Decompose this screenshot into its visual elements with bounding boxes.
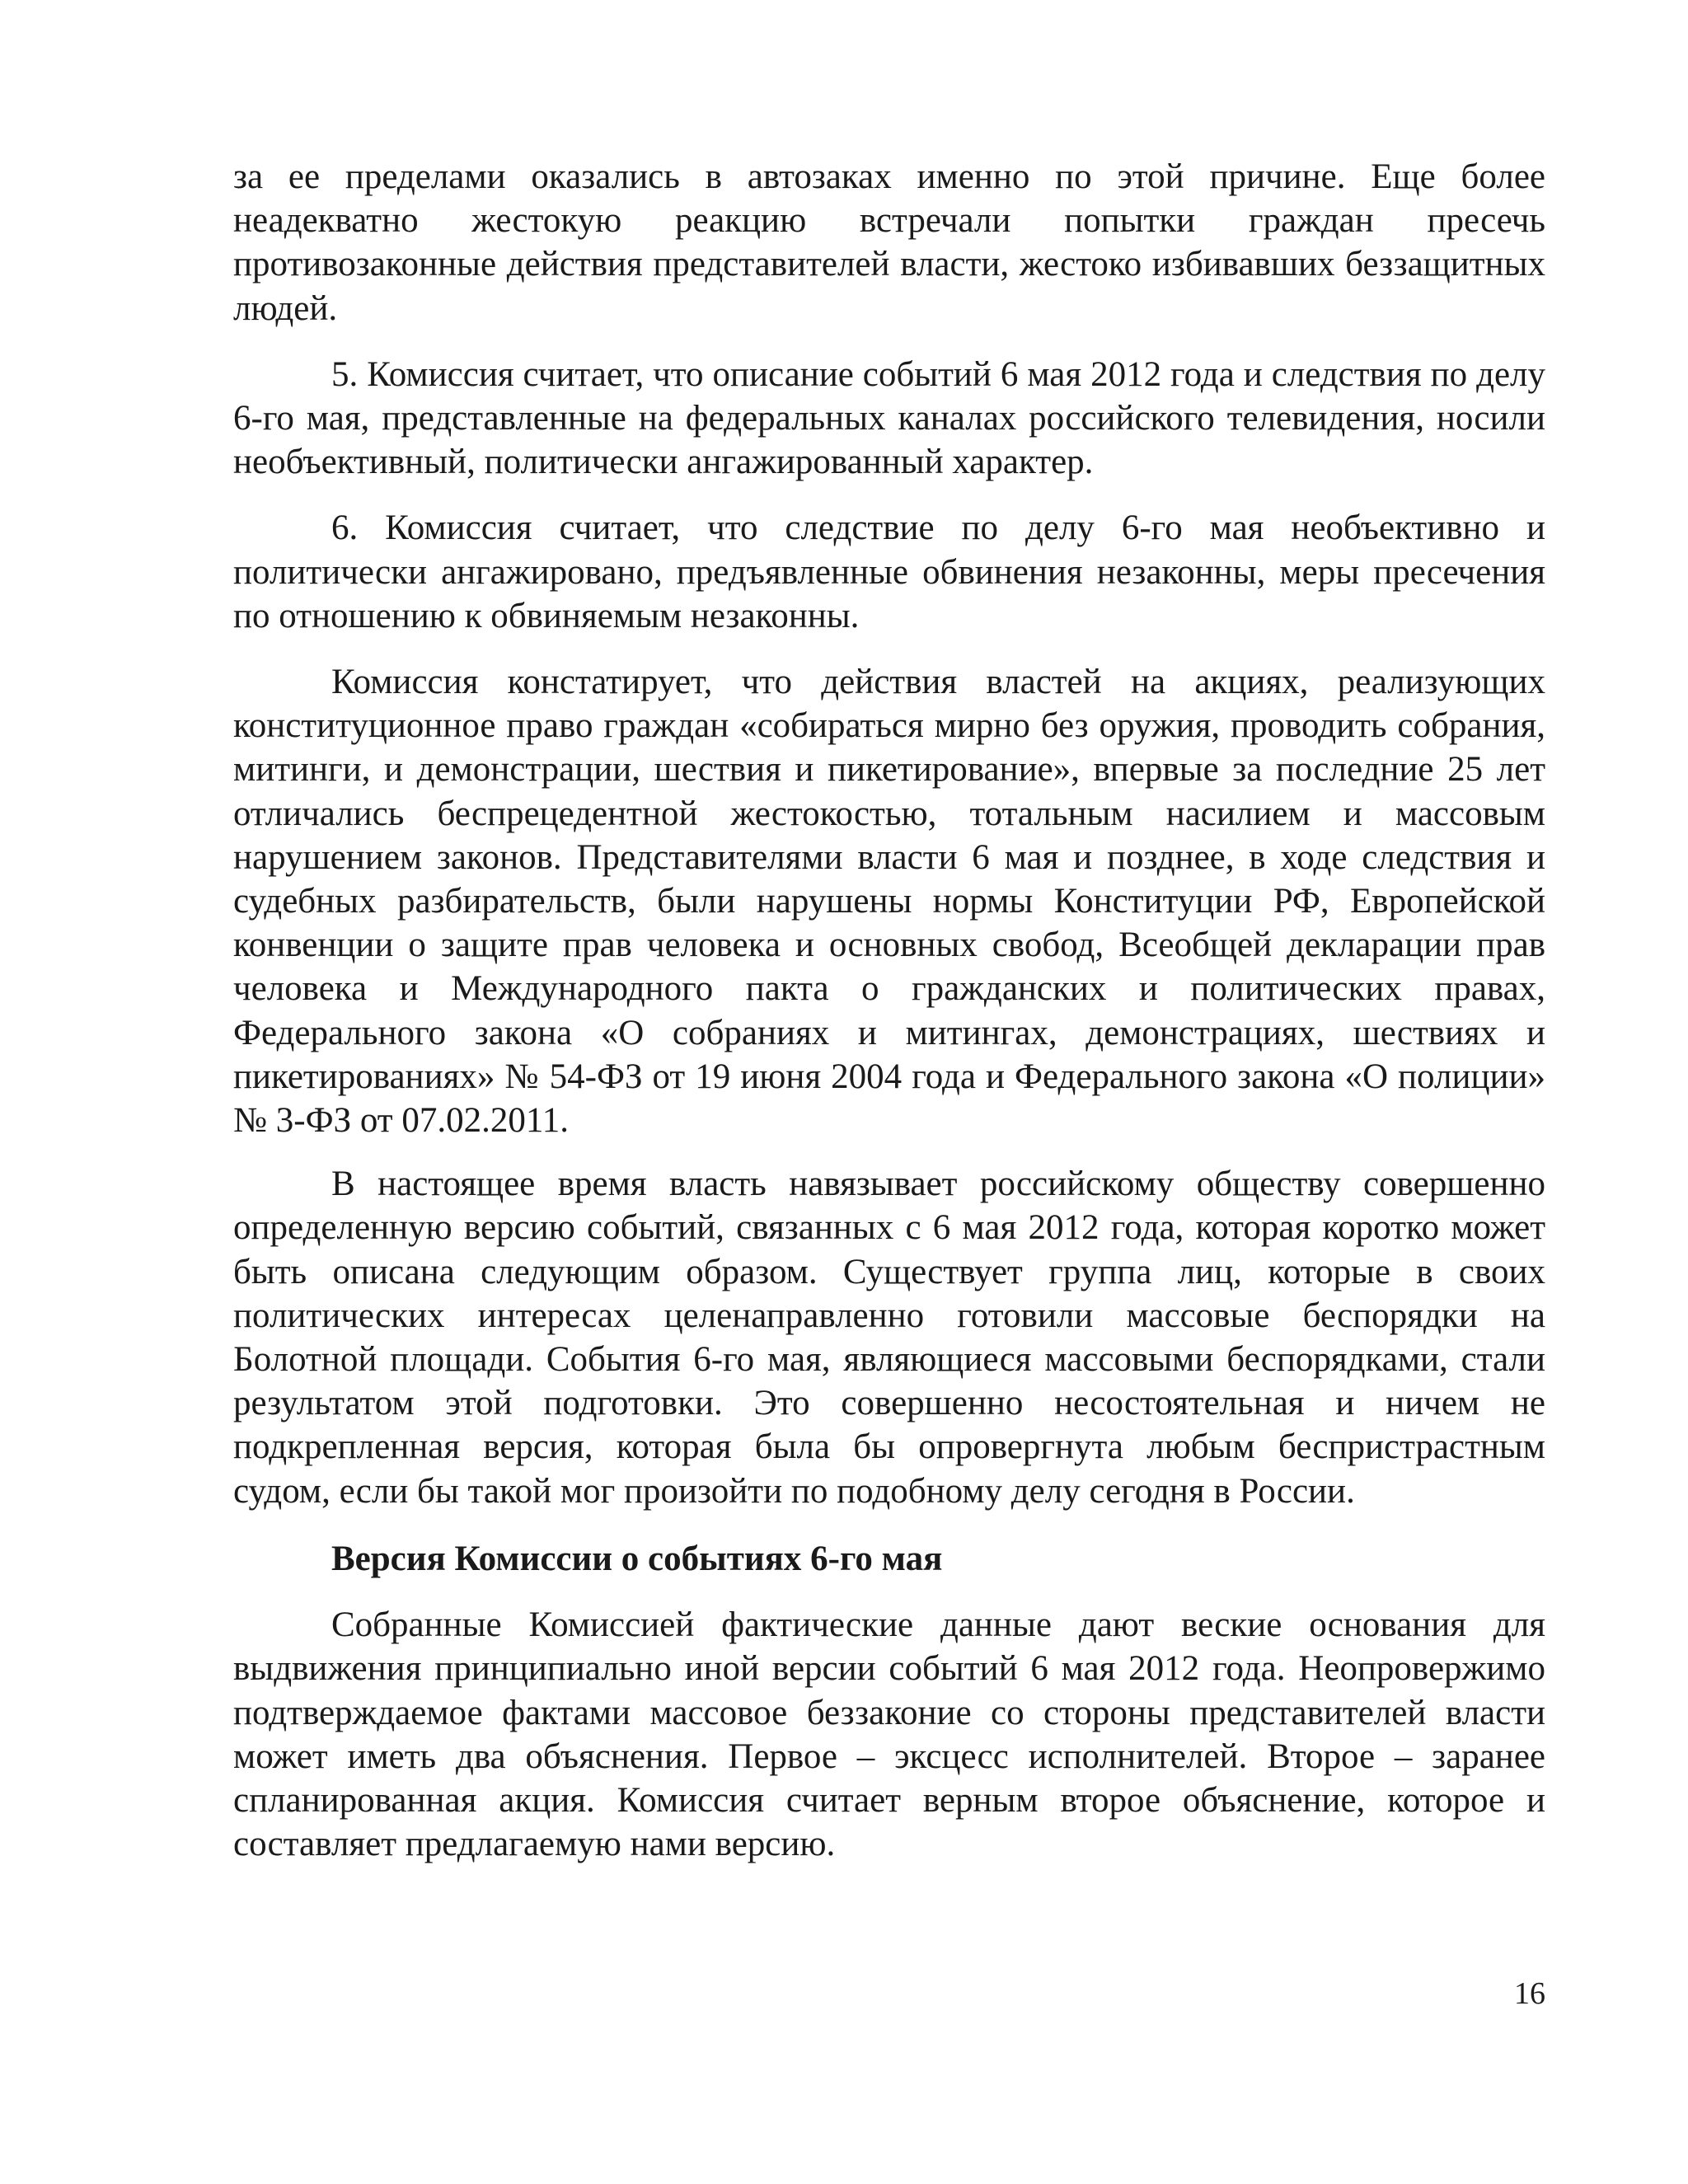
paragraph-item-5: 5. Комиссия считает, что описание событий 6 мая 2012 года и следствия по делу 6-го мая, представленные на федеральных каналах российского телевидения, носили необъективный, политически ангажированный характер. [233,354,1545,482]
document-page [233,155,1545,1866]
page-number: 16 [1514,1976,1545,2011]
paragraph-continuation: за ее пределами оказались в автозаках именно по этой причине. Еще более неадекватно жестокую реакцию встречали попытки граждан пресечь противозаконные действия представителей власти, жестоко избивавших беззащитных людей. [233,157,1545,328]
paragraph-commission-finding: Комиссия констатирует, что действия властей на акциях, реализующих конституционное право граждан «собираться мирно без оружия, проводить собрания, митинги, и демонстрации, шествия и пикетирование», впервые за последние 25 лет отличались беспрецедентной жестокостью, тотальным насилием и массовым нарушением законов. Представителями власти 6 мая и позднее, в ходе следствия и судебных разбирательств, были нарушены нормы Конституции РФ, Европейской конвенции о защите прав человека и основных свобод, Всеобщей декларации прав человека и Международного пакта о гражданских и политических правах, Федерального закона «О собраниях и митингах, демонстрациях, шествиях и пикетированиях» № 54-ФЗ от 19 июня 2004 года и Федерального закона «О полиции» № 3-ФЗ от 07.02.2011. [233,663,1545,1141]
paragraph-official-version: В настоящее время власть навязывает российскому обществу совершенно определенную версию событий, связанных с 6 мая 2012 года, которая коротко может быть описана следующим образом. Существует группа лиц, которые в своих политических интересах целенаправленно готовили массовые беспорядки на Болотной площади. События 6-го мая, являющиеся массовыми беспорядками, стали результатом этой подготовки. Это совершенно несостоятельная и ничем не подкрепленная версия, которая была бы опровергнута любым беспристрастным судом, если бы такой мог произойти по подобному делу сегодня в России. [233,1165,1545,1511]
paragraph-commission-version: Собранные Комиссией фактические данные дают веские основания для выдвижения принципиально иной версии событий 6 мая 2012 года. Неопровержимо подтверждаемое фактами массовое беззаконие со стороны представителей власти может иметь два объяснения. Первое – эксцесс исполнителей. Второе – заранее спланированная акция. Комиссия считает верным второе объяснение, которое и составляет предлагаемую нами версию. [233,1605,1545,1864]
section-heading: Версия Комиссии о событиях 6-го мая [331,1539,943,1578]
paragraph-item-6: 6. Комиссия считает, что следствие по делу 6-го мая необъективно и политически ангажировано, предъявленные обвинения незаконны, меры пресечения по отношению к обвиняемым незаконны. [233,509,1545,635]
